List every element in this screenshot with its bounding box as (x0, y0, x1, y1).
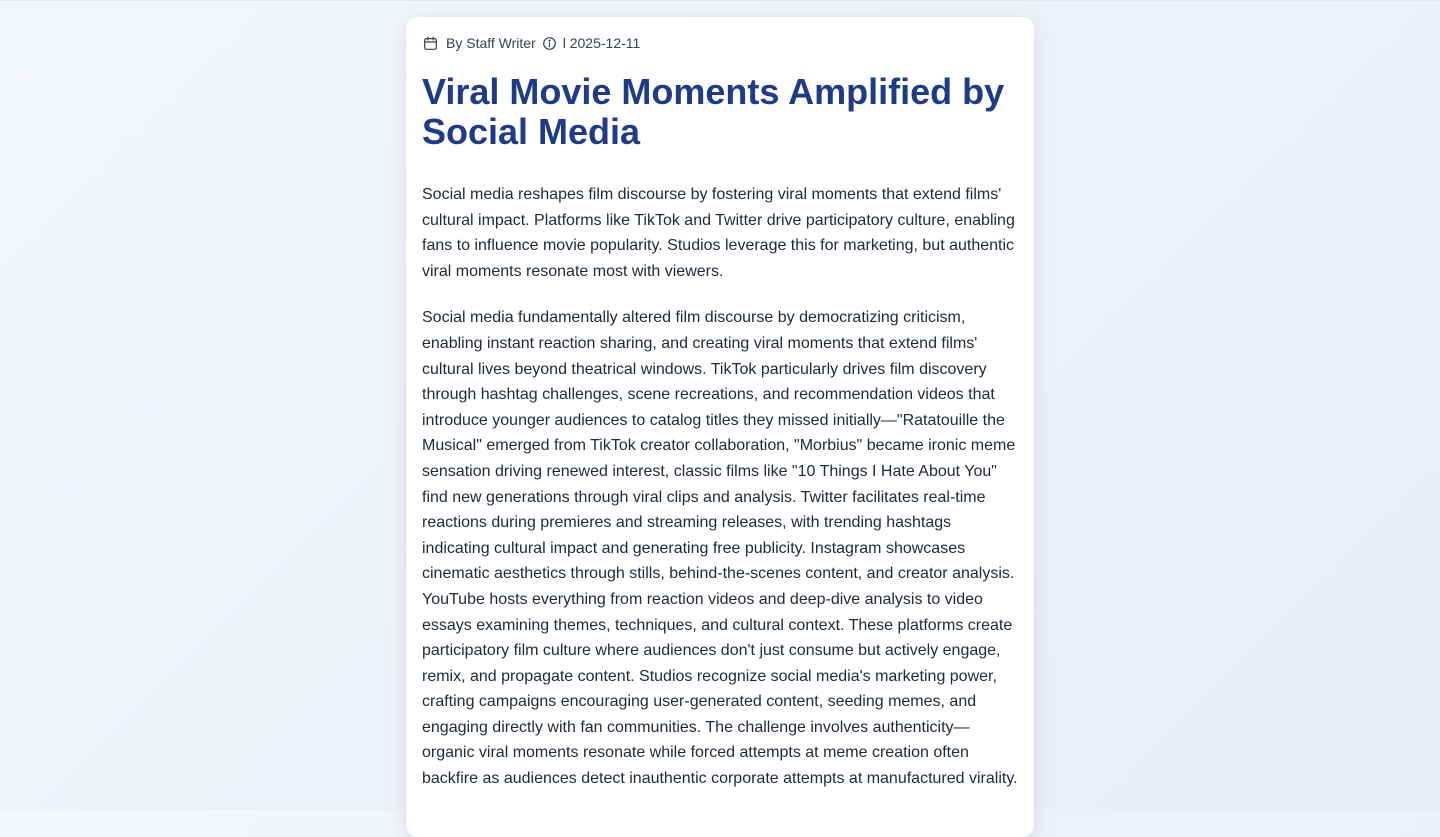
info-icon (542, 35, 558, 51)
calendar-icon (422, 35, 438, 51)
article-body (422, 182, 1018, 792)
author-name: By Staff Writer (446, 35, 536, 51)
article-meta (422, 33, 1018, 53)
article-paragraph: Social media fundamentally altered film discourse by democratizing criticism, enabling instant reaction sharing, and creating viral moments that extend films' cultural lives beyond theatrical windows. TikTok particularly drives film discovery through hashtag challenges, scene recreations, and recommendation videos that introduce younger audiences to catalog titles they missed initially—"Ratatouille the Musical" emerged from TikTok creator collaboration, "Morbius" became ironic meme sensation driving renewed interest, classic films like "10 Things I Hate About You" find new generations through viral clips and analysis. Twitter facilitates real-time reactions during premieres and streaming releases, with trending hashtags indicating cultural impact and generating free publicity. Instagram showcases cinematic aesthetics through stills, behind-the-scenes content, and creator analysis. YouTube hosts everything from reaction videos and deep-dive analysis to video essays examining themes, techniques, and cultural context. These platforms create participatory film culture where audiences don't just consume but actively engage, remix, and propagate content. Studios recognize social media's marketing power, crafting campaigns encouraging user-generated content, seeding memes, and engaging directly with fan communities. The challenge involves authenticity—organic viral moments resonate while forced attempts at meme creation often backfire as audiences detect inauthentic corporate attempts at manufactured virality. (422, 309, 1018, 788)
publish-date: l 2025-12-11 (562, 35, 641, 51)
article-summary: Social media reshapes film discourse by fostering viral moments that extend films' cultural impact. Platforms like TikTok and Twitter drive participatory culture, enabling fans to influence movie popularity. Studios leverage this for marketing, but authentic viral moments resonate most with viewers. (422, 186, 1015, 280)
article-title: Viral Movie Moments Amplified by Social Media (422, 71, 1005, 152)
article-card (406, 17, 1034, 837)
